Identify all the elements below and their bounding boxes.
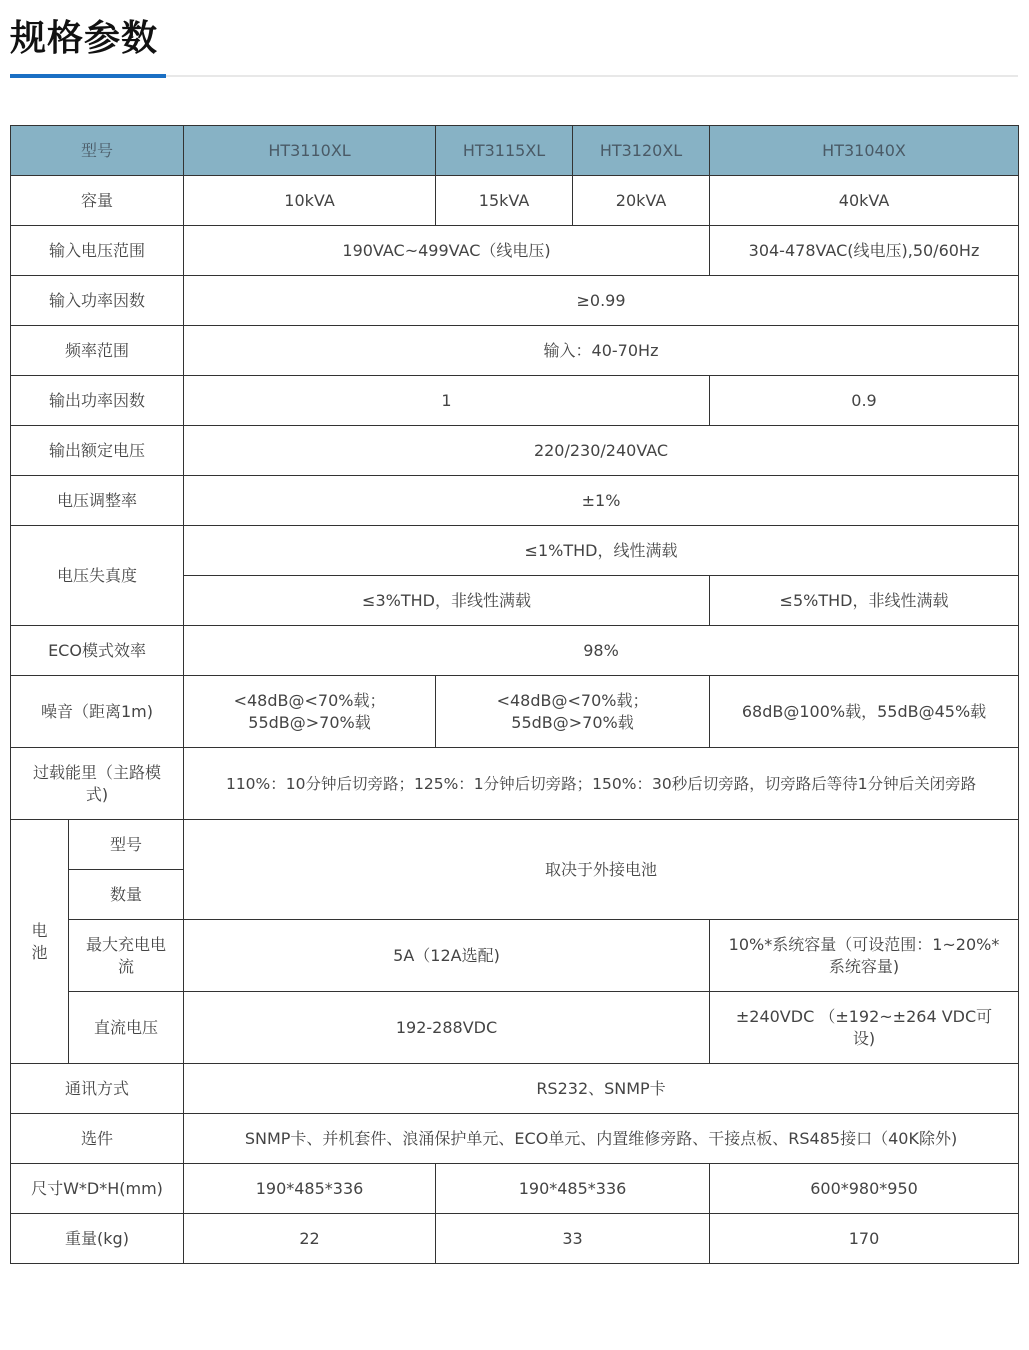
cell-value: 20kVA [573,176,710,226]
header-model: HT3115XL [436,126,573,176]
table-row [11,426,1019,476]
cell-value: 输入：40-70Hz [184,326,1019,376]
row-label: 电压调整率 [11,476,184,526]
cell-value: 170 [710,1214,1019,1264]
row-label: 重量(kg) [11,1214,184,1264]
cell-value [436,676,710,748]
cell-value: 40kVA [710,176,1019,226]
cell-line: <48dB@<70%载； [233,690,386,710]
table-row [11,1164,1019,1214]
cell-value: 190*485*336 [184,1164,436,1214]
cell-value [184,676,436,748]
cell-value: 1 [184,376,710,426]
cell-line: 55dB@>70%载 [248,712,371,732]
table-header-row [11,126,1019,176]
row-label [11,748,184,820]
table-row [11,1114,1019,1164]
spec-table [10,125,1019,1264]
cell-line: 10%*系统容量（可设范围：1~20%* [728,934,1000,954]
label-char: 电 [31,920,48,940]
cell-value: ≥0.99 [184,276,1019,326]
battery-group-label [11,820,69,1064]
row-label: 尺寸W*D*H(mm) [11,1164,184,1214]
cell-value: 304-478VAC(线电压),50/60Hz [710,226,1019,276]
cell-value: 110%：10分钟后切旁路；125%：1分钟后切旁路；150%：30秒后切旁路，切旁路后等待1分钟后关闭旁路 [184,748,1019,820]
cell-value [710,992,1019,1064]
table-row [11,1214,1019,1264]
table-row [11,920,1019,992]
table-row [11,276,1019,326]
row-label: 噪音（距离1m) [11,676,184,748]
cell-line: 设) [852,1028,876,1048]
header-model: HT31040X [710,126,1019,176]
cell-value: ≤3%THD，非线性满载 [184,576,710,626]
header-model: HT3120XL [573,126,710,176]
row-label: 通讯方式 [11,1064,184,1114]
label-line: 最大充电电 [86,934,167,954]
row-label: 输入电压范围 [11,226,184,276]
row-label: 电压失真度 [11,526,184,626]
table-row [11,1064,1019,1114]
cell-value: ≤1%THD，线性满载 [184,526,1019,576]
row-label [69,920,184,992]
table-row [11,226,1019,276]
cell-value: 190*485*336 [436,1164,710,1214]
row-label: 直流电压 [69,992,184,1064]
table-row [11,376,1019,426]
cell-value: 10kVA [184,176,436,226]
cell-value [710,920,1019,992]
label-char: 池 [31,942,48,962]
table-row [11,992,1019,1064]
table-row [11,476,1019,526]
cell-value: ±1% [184,476,1019,526]
row-label: 选件 [11,1114,184,1164]
table-row [11,526,1019,576]
cell-value: 190VAC~499VAC（线电压) [184,226,710,276]
cell-value: 68dB@100%载，55dB@45%载 [710,676,1019,748]
cell-value: 5A（12A选配) [184,920,710,992]
table-row [11,176,1019,226]
table-row [11,626,1019,676]
cell-value: 取决于外接电池 [184,820,1019,920]
cell-value: 98% [184,626,1019,676]
cell-value: 15kVA [436,176,573,226]
table-row [11,748,1019,820]
row-label: 容量 [11,176,184,226]
cell-line: <48dB@<70%载； [496,690,649,710]
cell-line: 系统容量) [828,956,900,976]
page-title: 规格参数 [10,18,159,59]
title-accent-bar [10,74,166,78]
cell-value: RS232、SNMP卡 [184,1064,1019,1114]
row-label: 输出额定电压 [11,426,184,476]
cell-value: 0.9 [710,376,1019,426]
label-line: 过载能里（主路模 [33,762,162,782]
cell-value: 33 [436,1214,710,1264]
label-line: 式) [85,784,109,804]
row-label: 型号 [69,820,184,870]
cell-value: 22 [184,1214,436,1264]
table-row [11,326,1019,376]
row-label: 数量 [69,870,184,920]
row-label: 输出功率因数 [11,376,184,426]
cell-value: 220/230/240VAC [184,426,1019,476]
label-line: 流 [118,956,135,976]
cell-value: SNMP卡、并机套件、浪涌保护单元、ECO单元、内置维修旁路、干接点板、RS485接口（40K除外) [184,1114,1019,1164]
cell-value: ≤5%THD，非线性满载 [710,576,1019,626]
row-label: ECO模式效率 [11,626,184,676]
cell-value: 600*980*950 [710,1164,1019,1214]
header-model: HT3110XL [184,126,436,176]
header-model-label: 型号 [11,126,184,176]
row-label: 频率范围 [11,326,184,376]
table-row [11,820,1019,870]
cell-value: 192-288VDC [184,992,710,1064]
table-row [11,676,1019,748]
cell-line: 55dB@>70%载 [511,712,634,732]
cell-line: ±240VDC （±192~±264 VDC可 [735,1006,993,1026]
row-label: 输入功率因数 [11,276,184,326]
